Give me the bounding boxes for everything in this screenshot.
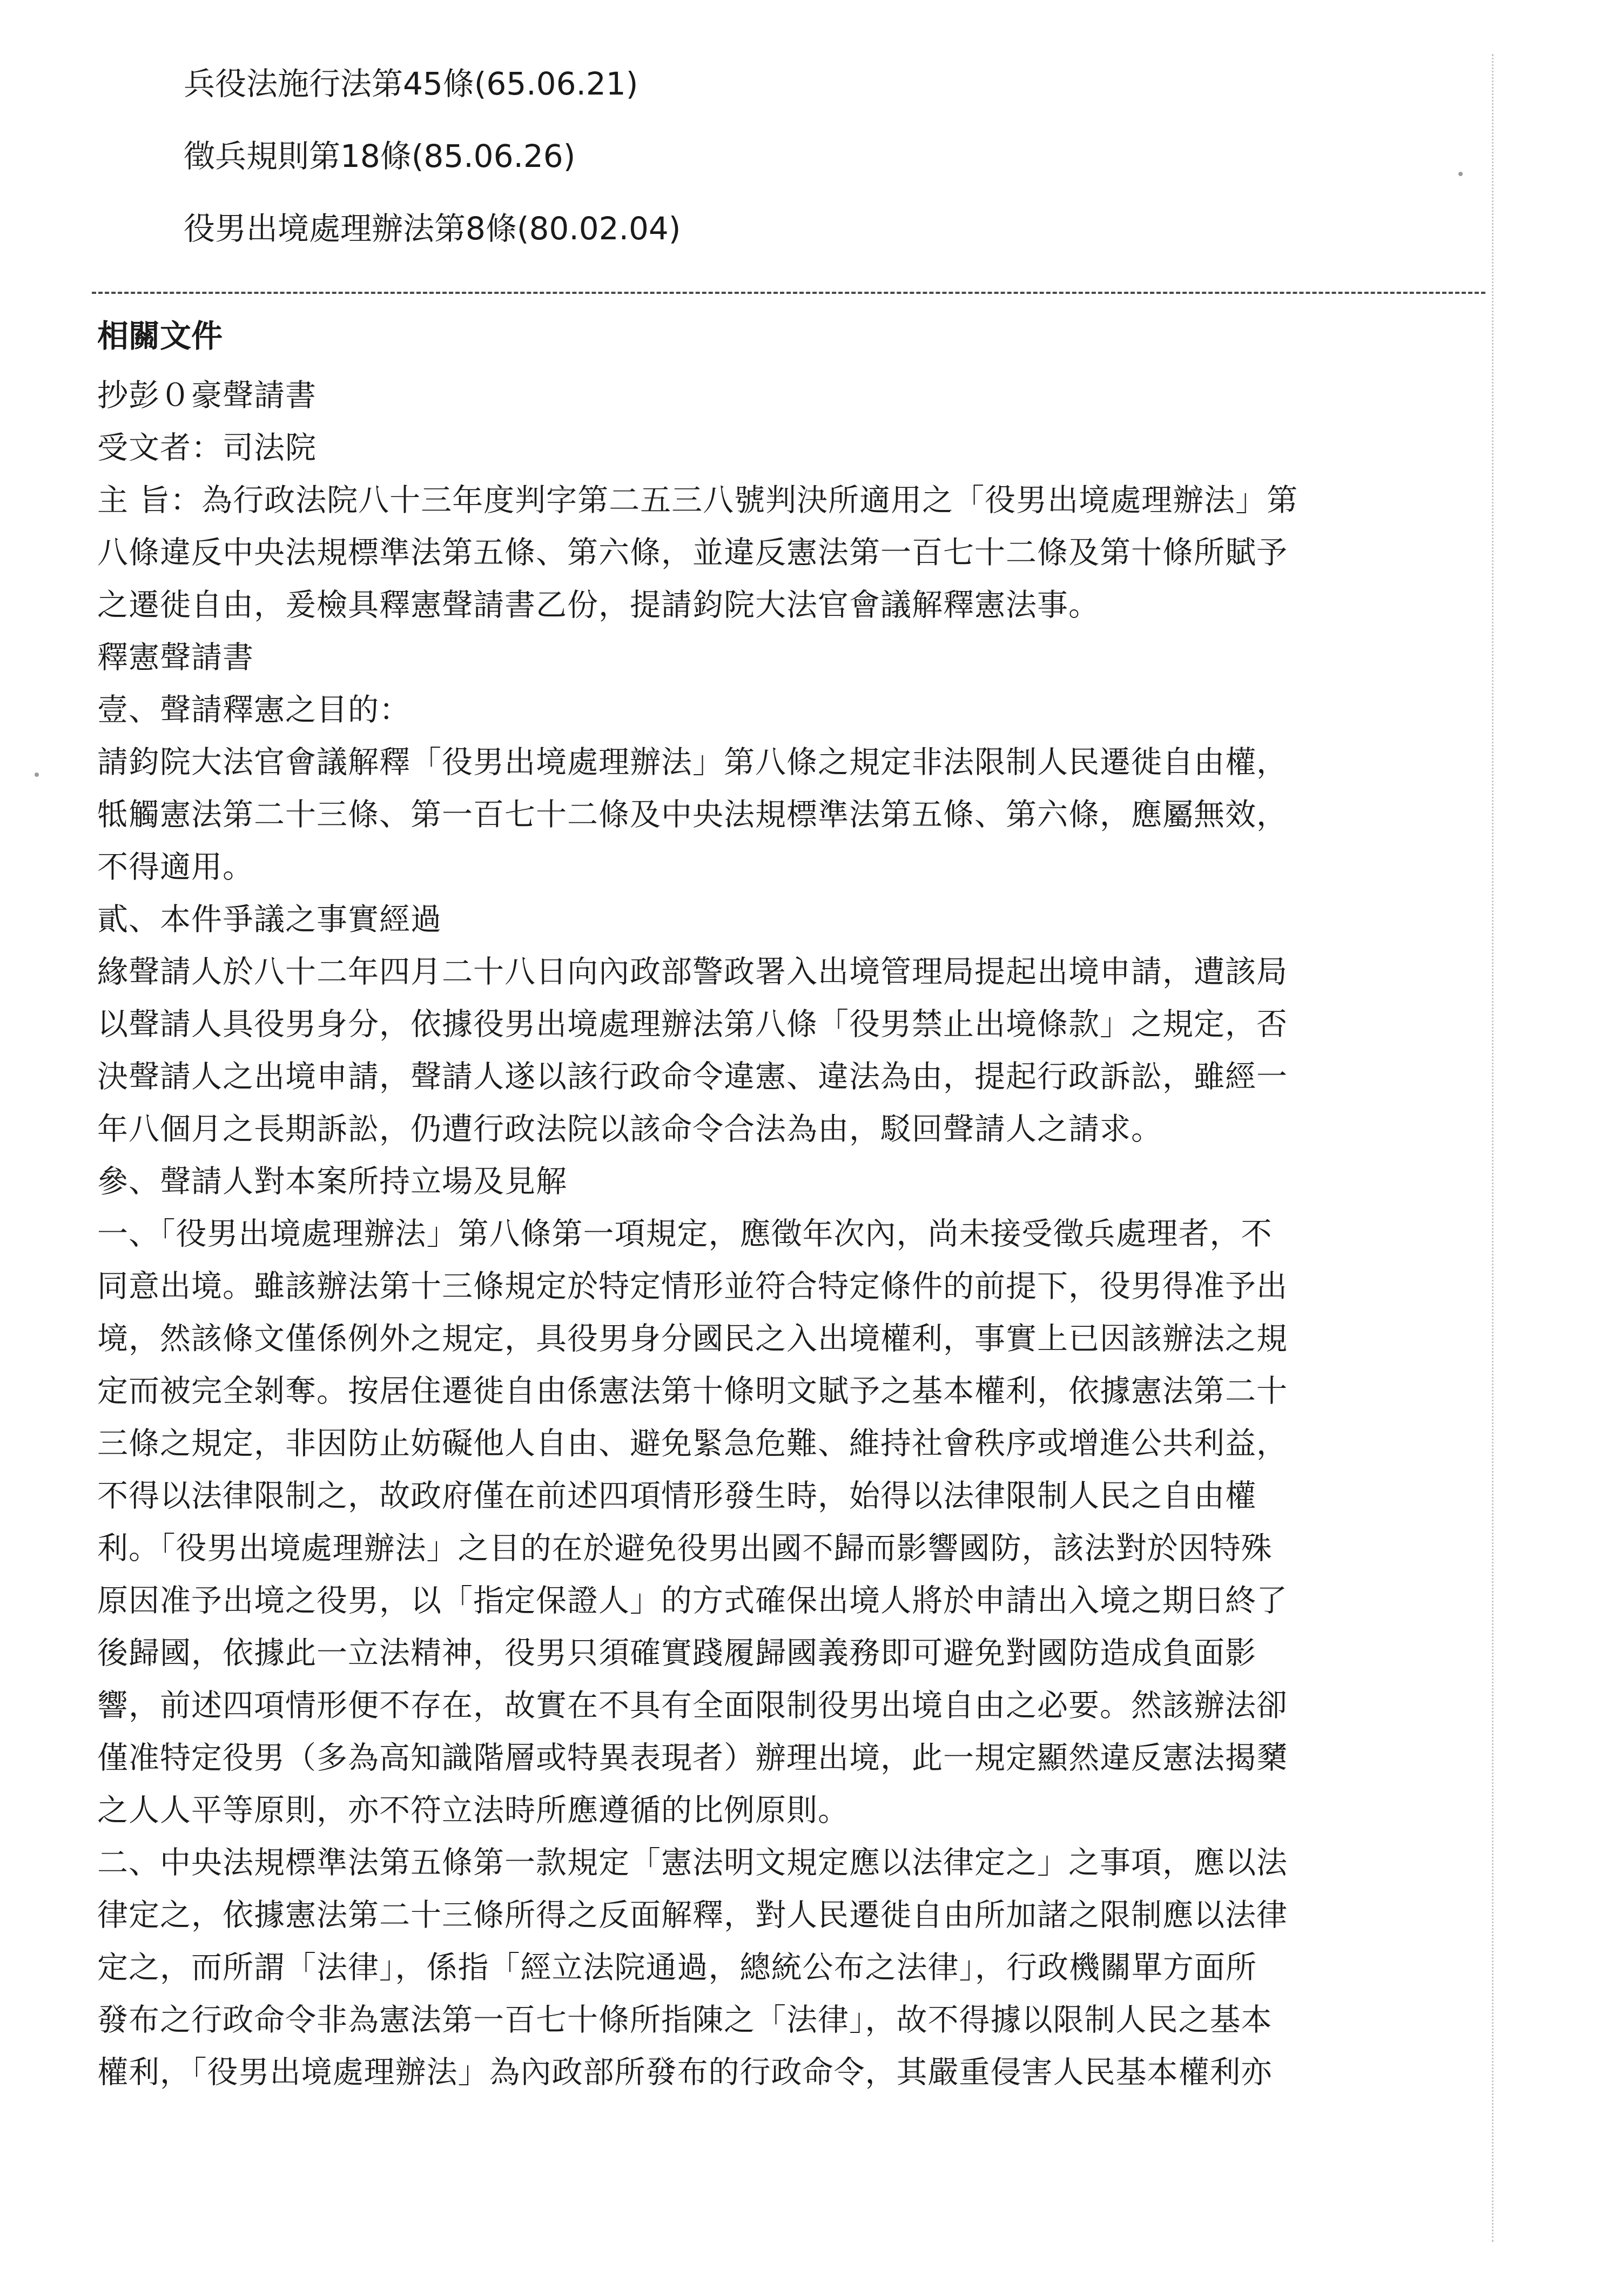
- text-line: 貳、本件爭議之事實經過: [97, 902, 442, 937]
- text-line: 定之，而所謂「法律」，係指「經立法院通過，總統公布之法律」，行政機關單方面所: [97, 1950, 1257, 1985]
- text-line: 釋憲聲請書: [97, 640, 254, 675]
- text-line: 之人人平等原則，亦不符立法時所應遵循的比例原則。: [97, 1793, 849, 1828]
- text-line: 以聲請人具役男身分，依據役男出境處理辦法第八條「役男禁止出境條款」之規定，否: [97, 1006, 1288, 1042]
- text-line: 年八個月之長期訴訟，仍遭行政法院以該命令合法為由，駁回聲請人之請求。: [97, 1111, 1162, 1147]
- text-line: 不得以法律限制之，故政府僅在前述四項情形發生時，始得以法律限制人民之自由權: [97, 1478, 1256, 1514]
- text-line: 決聲請人之出境申請，聲請人遂以該行政命令違憲、違法為由，提起行政訴訟，雖經一: [97, 1059, 1288, 1095]
- text-line: 八條違反中央法規標準法第五條、第六條，並違反憲法第一百七十二條及第十條所賦予: [97, 535, 1288, 570]
- text-line: 同意出境。雖該辦法第十三條規定於特定情形並符合特定條件的前提下，役男得准予出: [97, 1268, 1288, 1304]
- text-line: 權利，「役男出境處理辦法」為內政部所發布的行政命令，其嚴重侵害人民基本權利亦: [97, 2055, 1273, 2090]
- text-line: 響，前述四項情形便不存在，故實在不具有全面限制役男出境自由之必要。然該辦法卻: [97, 1688, 1288, 1723]
- text-line: 定而被完全剝奪。按居住遷徙自由係憲法第十條明文賦予之基本權利，依據憲法第二十: [97, 1373, 1288, 1409]
- reference-list: [184, 65, 1426, 282]
- text-line: 不得適用。: [97, 849, 254, 885]
- text-line: 抄彭０豪聲請書: [97, 378, 317, 413]
- document-body: [97, 317, 1485, 2102]
- text-line: 境，然該條文僅係例外之規定，具役男身分國民之入出境權利，事實上已因該辦法之規: [97, 1321, 1288, 1357]
- reference-item: 兵役法施行法第45條(65.06.21): [184, 65, 638, 102]
- text-line: 之遷徙自由，爰檢具釋憲聲請書乙份，提請鈞院大法官會議解釋憲法事。: [97, 587, 1100, 623]
- text-line: 利。「役男出境處理辦法」之目的在於避免役男出國不歸而影響國防，該法對於因特殊: [97, 1530, 1273, 1566]
- text-line: 壹、聲請釋憲之目的：: [97, 692, 411, 728]
- text-line: 原因准予出境之役男，以「指定保證人」的方式確保出境人將於申請出入境之期日終了: [97, 1583, 1288, 1619]
- text-line: 後歸國，依據此一立法精神，役男只須確實踐履歸國義務即可避免對國防造成負面影: [97, 1635, 1256, 1671]
- text-line: 牴觸憲法第二十三條、第一百七十二條及中央法規標準法第五條、第六條，應屬無效，: [97, 797, 1288, 833]
- section-divider: [92, 292, 1485, 294]
- text-line: 僅准特定役男（多為高知識階層或特異表現者）辦理出境，此一規定顯然違反憲法揭櫫: [97, 1740, 1288, 1776]
- text-line: 律定之，依據憲法第二十三條所得之反面解釋，對人民遷徙自由所加諸之限制應以法律: [97, 1897, 1288, 1933]
- text-line: 發布之行政命令非為憲法第一百七十條所指陳之「法律」，故不得據以限制人民之基本: [97, 2002, 1273, 2038]
- reference-item: 徵兵規則第18條(85.06.26): [184, 138, 576, 174]
- reference-item: 役男出境處理辦法第8條(80.02.04): [184, 210, 681, 247]
- text-line: 二、中央法規標準法第五條第一款規定「憲法明文規定應以法律定之」之事項，應以法: [97, 1845, 1288, 1881]
- text-line: 緣聲請人於八十二年四月二十八日向內政部警政署入出境管理局提起出境申請，遭該局: [97, 954, 1288, 990]
- scan-speck: [1458, 172, 1463, 176]
- scan-edge-line: [1492, 54, 1493, 2242]
- text-line: 受文者：司法院: [97, 430, 317, 466]
- text-line: 主 旨：為行政法院八十三年度判字第二五三八號判決所適用之「役男出境處理辦法」第: [97, 482, 1298, 518]
- text-line: 參、聲請人對本案所持立場及見解: [97, 1164, 567, 1199]
- text-line: 三條之規定，非因防止妨礙他人自由、避免緊急危難、維持社會秩序或增進公共利益，: [97, 1426, 1288, 1461]
- text-line: 一、「役男出境處理辦法」第八條第一項規定，應徵年次內，尚未接受徵兵處理者，不: [97, 1216, 1273, 1252]
- text-line: 請鈞院大法官會議解釋「役男出境處理辦法」第八條之規定非法限制人民遷徙自由權，: [97, 744, 1288, 780]
- scan-speck: [35, 773, 39, 777]
- section-heading: 相關文件: [97, 318, 223, 354]
